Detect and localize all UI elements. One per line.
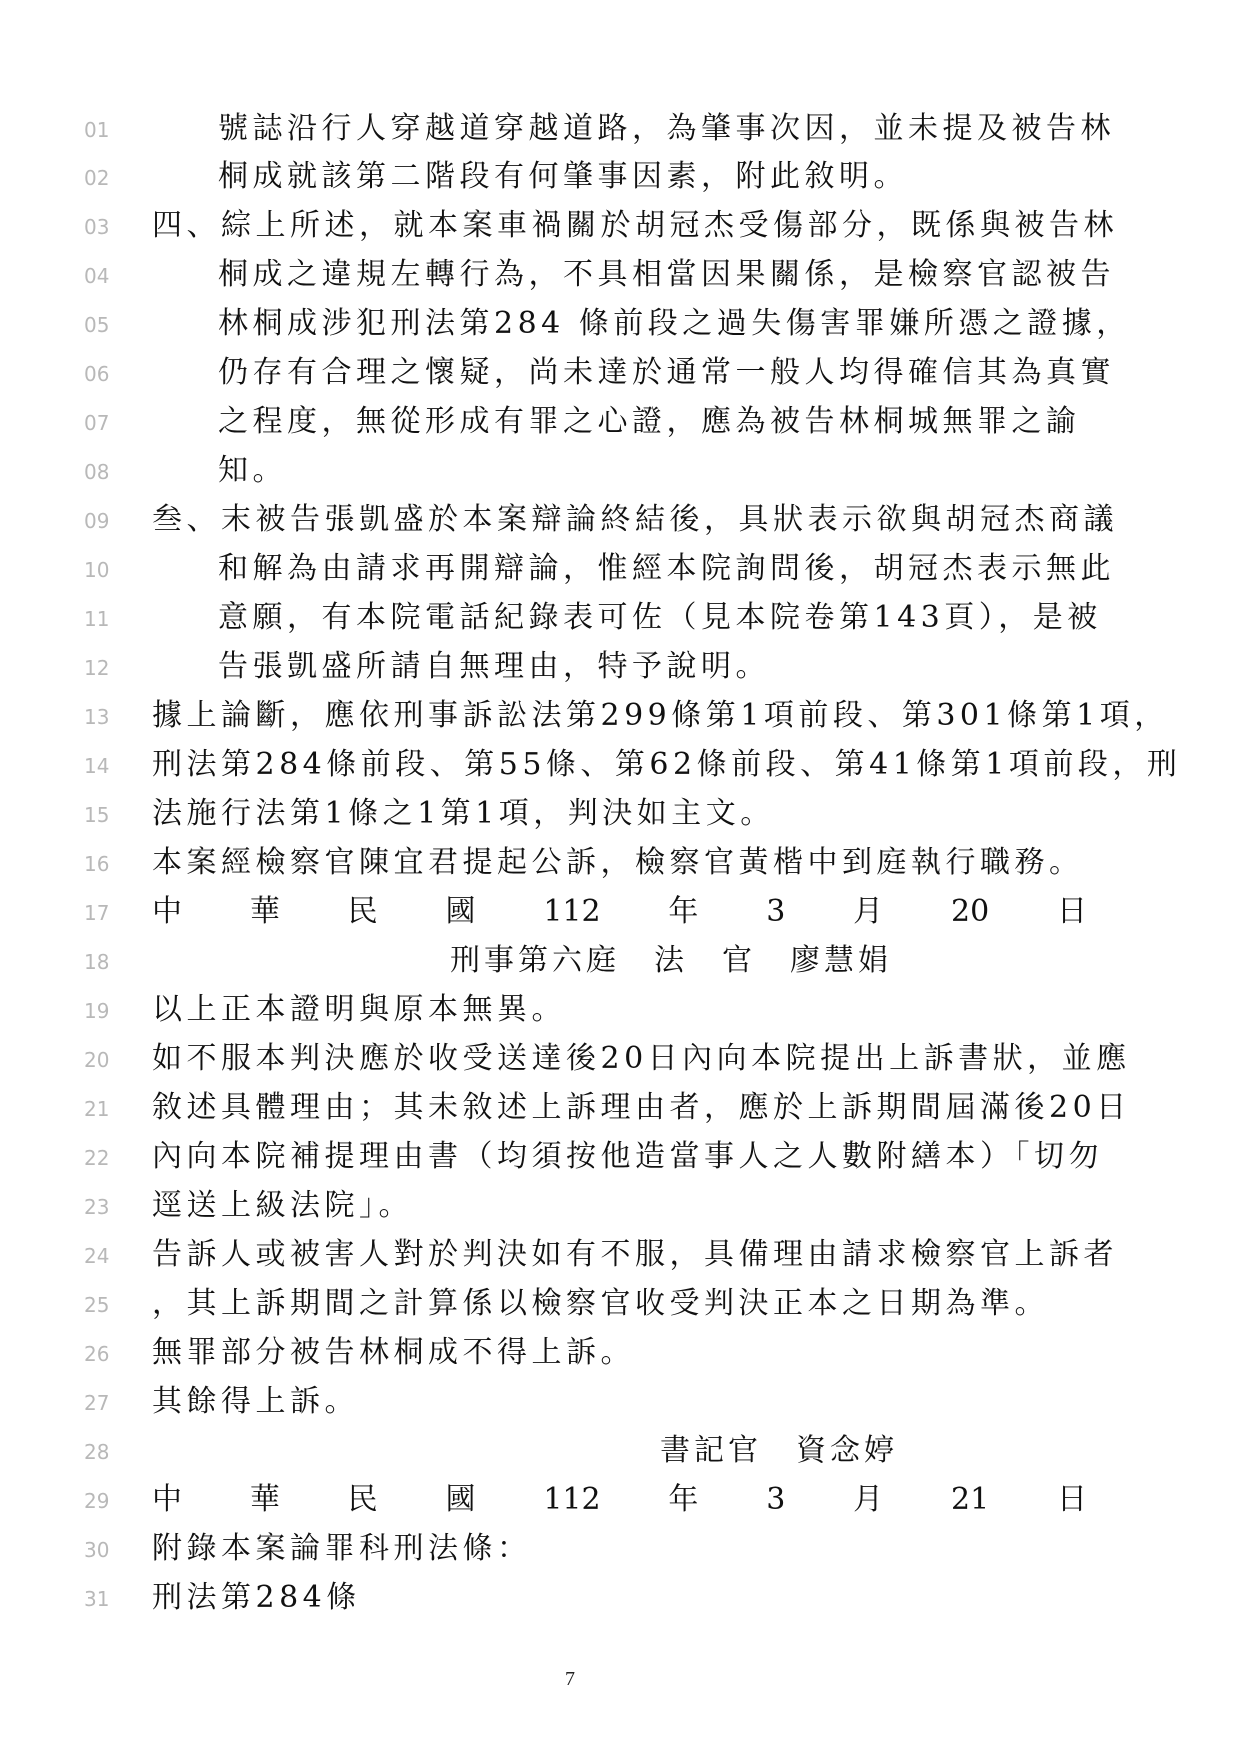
- line-07: [0, 399, 1240, 448]
- body-text: 據上論斷，應依刑事訴訟法第299條第1項前段、第301條第1項，: [152, 698, 1169, 733]
- date-part: 中: [152, 1482, 182, 1517]
- line-number: 05: [84, 313, 110, 337]
- line-number: 08: [84, 460, 110, 484]
- body-text: 桐成之違規左轉行為，不具相當因果關係，是檢察官認被告: [218, 257, 1115, 292]
- clerk-date: [152, 1477, 1087, 1523]
- body-text: 告張凱盛所請自無理由，特予說明。: [218, 649, 770, 684]
- line-06: [0, 350, 1240, 399]
- line-04: [0, 252, 1240, 301]
- line-23: [0, 1183, 1240, 1232]
- body-text: 仍存有合理之懷疑，尚未達於通常一般人均得確信其為真實: [218, 355, 1115, 390]
- body-text: 林桐成涉犯刑法第284 條前段之過失傷害罪嫌所憑之證據，: [218, 306, 1131, 341]
- line-number: 12: [84, 656, 110, 680]
- line-number: 01: [84, 118, 110, 142]
- line-number: 06: [84, 362, 110, 386]
- date-part: 國: [445, 894, 476, 929]
- date-part: 年: [668, 1482, 699, 1517]
- line-number: 28: [84, 1440, 110, 1464]
- line-14: [0, 742, 1240, 791]
- judgment-date: [152, 889, 1087, 935]
- date-part: 華: [249, 1482, 280, 1517]
- date-part: 華: [249, 894, 280, 929]
- date-part: 民: [347, 1482, 378, 1517]
- line-number: 19: [84, 999, 110, 1023]
- line-13: [0, 693, 1240, 742]
- line-number: 15: [84, 803, 110, 827]
- body-text: 告訴人或被害人對於判決如有不服，具備理由請求檢察官上訴者: [152, 1237, 1118, 1272]
- line-number: 23: [84, 1195, 110, 1219]
- line-number: 04: [84, 264, 110, 288]
- line-number: 29: [84, 1489, 110, 1513]
- line-30: [0, 1526, 1240, 1575]
- line-20: [0, 1036, 1240, 1085]
- date-part: 日: [1057, 894, 1087, 929]
- body-text: 意願，有本院電話紀錄表可佐（見本院卷第143頁），是被: [218, 600, 1102, 635]
- line-number: 20: [84, 1048, 110, 1072]
- line-21: [0, 1085, 1240, 1134]
- line-25: [0, 1281, 1240, 1330]
- judge-signature: 刑事第六庭 法 官 廖慧娟: [450, 943, 892, 978]
- line-19: [0, 987, 1240, 1036]
- line-number: 31: [84, 1587, 110, 1611]
- line-31: [0, 1575, 1240, 1624]
- line-number: 24: [84, 1244, 110, 1268]
- line-01: [0, 106, 1240, 155]
- date-part: 月: [853, 1482, 884, 1517]
- line-number: 07: [84, 411, 110, 435]
- line-10: [0, 546, 1240, 595]
- line-number: 27: [84, 1391, 110, 1415]
- line-number: 10: [84, 558, 110, 582]
- body-text: 號誌沿行人穿越道穿越道路，為肇事次因，並未提及被告林: [218, 111, 1115, 146]
- line-number: 22: [84, 1146, 110, 1170]
- line-18: [0, 938, 1240, 987]
- date-part: 112: [543, 894, 601, 929]
- line-number: 18: [84, 950, 110, 974]
- line-08: [0, 448, 1240, 497]
- line-number: 17: [84, 901, 110, 925]
- date-part: 3: [766, 1482, 786, 1517]
- line-12: [0, 644, 1240, 693]
- body-text: 內向本院補提理由書（均須按他造當事人之人數附繕本）「切勿: [152, 1139, 1103, 1174]
- body-text: 無罪部分被告林桐成不得上訴。: [152, 1335, 635, 1370]
- line-28: [0, 1428, 1240, 1477]
- line-number: 16: [84, 852, 110, 876]
- body-text: 法施行法第1條之1第1項，判決如主文。: [152, 796, 775, 831]
- body-text: ，其上訴期間之計算係以檢察官收受判決正本之日期為準。: [152, 1286, 1049, 1321]
- body-text: 之程度，無從形成有罪之心證，應為被告林桐城無罪之諭: [218, 404, 1081, 439]
- body-text: 和解為由請求再開辯論，惟經本院詢問後，胡冠杰表示無此: [218, 551, 1115, 586]
- line-number: 03: [84, 215, 110, 239]
- date-part: 日: [1057, 1482, 1087, 1517]
- line-number: 30: [84, 1538, 110, 1562]
- line-number: 13: [84, 705, 110, 729]
- line-number: 26: [84, 1342, 110, 1366]
- line-29: [0, 1477, 1240, 1526]
- body-text: 四、綜上所述，就本案車禍關於胡冠杰受傷部分，既係與被告林: [152, 208, 1118, 243]
- date-part: 112: [543, 1482, 601, 1517]
- body-text: 刑法第284條: [152, 1580, 361, 1615]
- body-text: 如不服本判決應於收受送達後20日內向本院提出上訴書狀，並應: [152, 1041, 1131, 1076]
- body-text: 叁、末被告張凱盛於本案辯論終結後，具狀表示欲與胡冠杰商議: [152, 502, 1118, 537]
- line-16: [0, 840, 1240, 889]
- line-09: [0, 497, 1240, 546]
- date-part: 21: [950, 1482, 990, 1517]
- line-03: [0, 203, 1240, 252]
- date-part: 民: [347, 894, 378, 929]
- body-text: 以上正本證明與原本無異。: [152, 992, 566, 1027]
- body-text: 本案經檢察官陳宜君提起公訴，檢察官黃楷中到庭執行職務。: [152, 845, 1084, 880]
- line-15: [0, 791, 1240, 840]
- page-number: 7: [565, 1668, 575, 1690]
- date-part: 20: [950, 894, 990, 929]
- body-text: 敘述具體理由；其未敘述上訴理由者，應於上訴期間屆滿後20日: [152, 1090, 1131, 1125]
- line-number: 02: [84, 166, 110, 190]
- date-part: 中: [152, 894, 182, 929]
- clerk-signature: 書記官 資念婷: [660, 1433, 898, 1468]
- line-number: 14: [84, 754, 110, 778]
- line-05: [0, 301, 1240, 350]
- date-part: 3: [766, 894, 786, 929]
- line-number: 11: [84, 607, 110, 631]
- body-text: 其餘得上訴。: [152, 1384, 359, 1419]
- line-11: [0, 595, 1240, 644]
- line-02: [0, 154, 1240, 203]
- line-number: 21: [84, 1097, 110, 1121]
- line-27: [0, 1379, 1240, 1428]
- line-number: 25: [84, 1293, 110, 1317]
- body-text: 桐成就該第二階段有何肇事因素，附此敘明。: [218, 159, 908, 194]
- body-text: 逕送上級法院」。: [152, 1188, 413, 1223]
- body-text: 刑法第284條前段、第55條、第62條前段、第41條第1項前段，刑: [152, 747, 1182, 782]
- date-part: 國: [445, 1482, 476, 1517]
- line-24: [0, 1232, 1240, 1281]
- date-part: 月: [853, 894, 884, 929]
- date-part: 年: [668, 894, 699, 929]
- line-26: [0, 1330, 1240, 1379]
- line-17: [0, 889, 1240, 938]
- body-text: 附錄本案論罪科刑法條：: [152, 1531, 532, 1566]
- body-text: 知。: [218, 453, 287, 488]
- line-22: [0, 1134, 1240, 1183]
- line-number: 09: [84, 509, 110, 533]
